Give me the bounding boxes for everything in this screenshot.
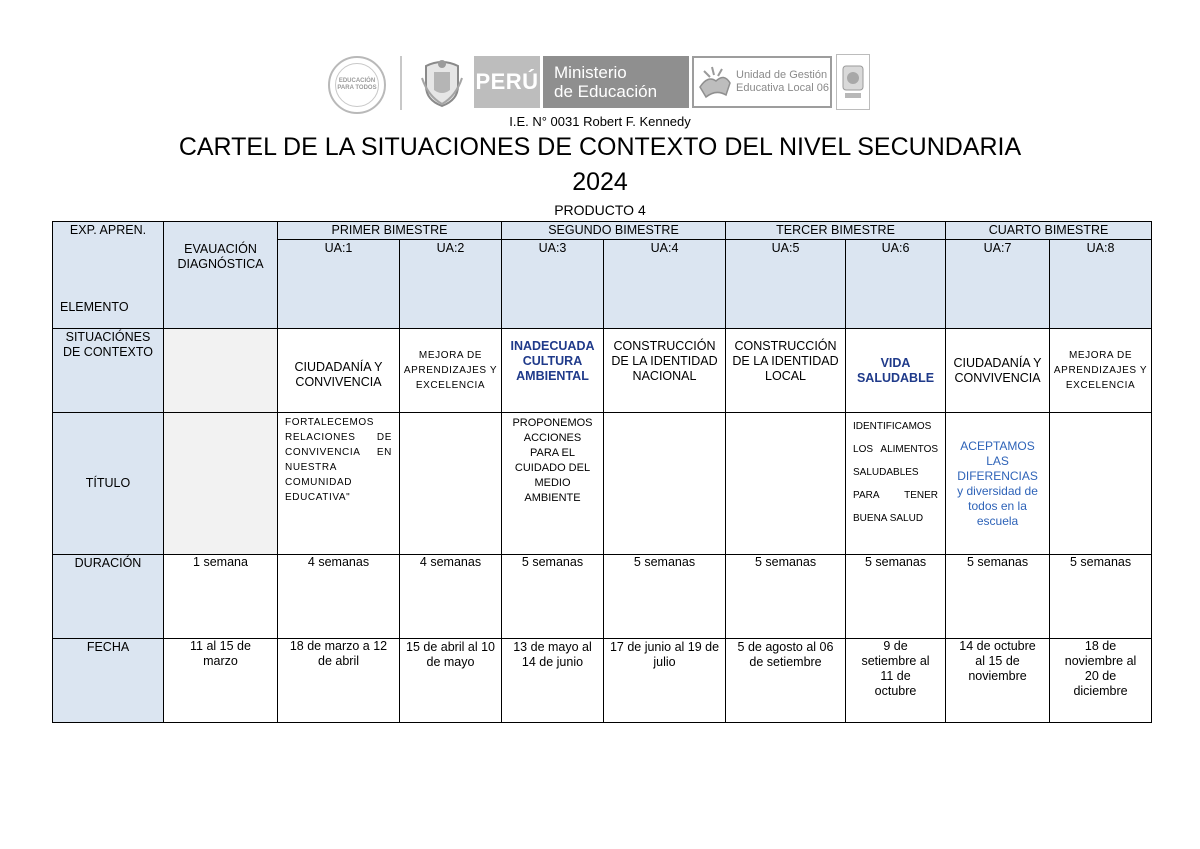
school-badge-logo <box>836 54 870 110</box>
date-cell: 15 de abril al 10 de mayo <box>400 639 502 723</box>
logo-strip <box>328 52 873 112</box>
title-cell: PROPONEMOS ACCIONES PARA EL CUIDADO DEL MEDIO AMBIENTE <box>502 413 604 555</box>
empty-cell <box>164 413 278 555</box>
duration-cell <box>946 555 1050 639</box>
duration-value: 5 semanas <box>633 555 696 569</box>
title-cell: IDENTIFICAMOS LOS ALIMENTOS SALUDABLES PARA TENER BUENA SALUD <box>846 413 946 555</box>
ugel-line-1: Unidad de Gestión <box>736 69 828 81</box>
situation-cell: MEJORA DE APRENDIZAJES Y EXCELENCIA <box>1050 329 1152 413</box>
situation-cell: CIUDADANÍA Y CONVIVENCIA <box>946 329 1050 413</box>
empty-cell <box>164 329 278 413</box>
unit-header: UA:2 <box>400 240 502 329</box>
situation-cell: INADECUADA CULTURA AMBIENTAL <box>502 329 604 413</box>
bimester-header: CUARTO BIMESTRE <box>946 222 1152 240</box>
row-label-situations: SITUACIÓNES DE CONTEXTO <box>53 329 164 413</box>
title-row <box>53 413 1152 555</box>
unit-header: UA:8 <box>1050 240 1152 329</box>
logo-divider <box>400 56 402 110</box>
corner-cell <box>53 222 164 329</box>
date-cell: 11 al 15 de marzo <box>164 639 278 723</box>
ministry-line-1: Ministerio <box>554 63 627 82</box>
title-cell <box>604 413 726 555</box>
date-cell: 17 de junio al 19 de julio <box>604 639 726 723</box>
corner-top-label: EXP. APREN. <box>69 223 147 237</box>
education-seal-logo <box>328 56 386 114</box>
ministry-logo <box>543 56 689 108</box>
date-cell: 9 de setiembre al 11 de octubre <box>846 639 946 723</box>
document-year: 2024 <box>572 168 628 196</box>
duration-cell <box>278 555 400 639</box>
unit-header: UA:1 <box>278 240 400 329</box>
situation-cell: VIDA SALUDABLE <box>846 329 946 413</box>
date-cell: 18 de noviembre al 20 de diciembre <box>1050 639 1152 723</box>
bimester-header: TERCER BIMESTRE <box>726 222 946 240</box>
bimester-header: SEGUNDO BIMESTRE <box>502 222 726 240</box>
date-cell: 5 de agosto al 06 de setiembre <box>726 639 846 723</box>
document-title: CARTEL DE LA SITUACIONES DE CONTEXTO DEL NIVEL SECUNDARIA <box>178 133 1022 161</box>
school-name: I.E. N° 0031 Robert F. Kennedy <box>509 114 691 129</box>
date-cell: 14 de octubre al 15 de noviembre <box>946 639 1050 723</box>
bimester-header: PRIMER BIMESTRE <box>278 222 502 240</box>
product-label: PRODUCTO 4 <box>554 202 646 218</box>
situation-cell: CONSTRUCCIÓN DE LA IDENTIDAD NACIONAL <box>604 329 726 413</box>
duration-value: 1 semana <box>193 555 248 569</box>
row-label-duration: DURACIÓN <box>53 555 164 639</box>
title-cell: FORTALECEMOS RELACIONES DE CONVIVENCIA EN NUESTRA COMUNIDAD EDUCATIVA" <box>278 413 400 555</box>
date-row <box>53 639 1152 723</box>
ugel-line-2: Educativa Local 06 <box>736 82 829 94</box>
context-table <box>52 221 1152 723</box>
date-cell: 13 de mayo al 14 de junio <box>502 639 604 723</box>
duration-value: 5 semanas <box>1069 555 1132 569</box>
unit-header: UA:3 <box>502 240 604 329</box>
duration-value: 5 semanas <box>864 555 927 569</box>
duration-cell <box>846 555 946 639</box>
situation-cell: MEJORA DE APRENDIZAJES Y EXCELENCIA <box>400 329 502 413</box>
duration-value: 5 semanas <box>966 555 1029 569</box>
date-cell: 18 de marzo a 12 de abril <box>278 639 400 723</box>
corner-bottom-label: ELEMENTO <box>60 300 129 314</box>
row-label-title: TÍTULO <box>53 413 164 555</box>
ministry-line-2: de Educación <box>554 82 658 101</box>
situation-cell: CONSTRUCCIÓN DE LA IDENTIDAD LOCAL <box>726 329 846 413</box>
duration-cell <box>164 555 278 639</box>
situation-cell: CIUDADANÍA Y CONVIVENCIA <box>278 329 400 413</box>
diagnostic-label: EVAUACIÓN DIAGNÓSTICA <box>177 242 264 271</box>
duration-value: 4 semanas <box>307 555 370 569</box>
unit-header: UA:5 <box>726 240 846 329</box>
unit-header: UA:6 <box>846 240 946 329</box>
duration-value: 5 semanas <box>521 555 584 569</box>
row-label-date: FECHA <box>53 639 164 723</box>
peru-logo: PERÚ <box>474 56 540 108</box>
title-cell <box>726 413 846 555</box>
duration-cell <box>400 555 502 639</box>
duration-cell <box>604 555 726 639</box>
diagnostic-header <box>164 222 278 329</box>
duration-row <box>53 555 1152 639</box>
situations-row <box>53 329 1152 413</box>
duration-cell <box>502 555 604 639</box>
school-crest-icon <box>840 62 866 102</box>
unit-header: UA:4 <box>604 240 726 329</box>
national-shield-icon <box>420 56 464 108</box>
duration-cell <box>1050 555 1152 639</box>
ugel-logo <box>692 56 832 108</box>
seal-text: EDUCACIÓN PARA TODOS <box>337 78 377 91</box>
hands-icon <box>696 61 734 103</box>
duration-value: 4 semanas <box>419 555 482 569</box>
bimester-header-row <box>53 222 1152 240</box>
duration-cell <box>726 555 846 639</box>
unit-header: UA:7 <box>946 240 1050 329</box>
title-cell <box>1050 413 1152 555</box>
title-cell <box>400 413 502 555</box>
duration-value: 5 semanas <box>754 555 817 569</box>
title-cell: ACEPTAMOS LAS DIFERENCIAS y diversidad de todos en la escuela <box>946 413 1050 555</box>
